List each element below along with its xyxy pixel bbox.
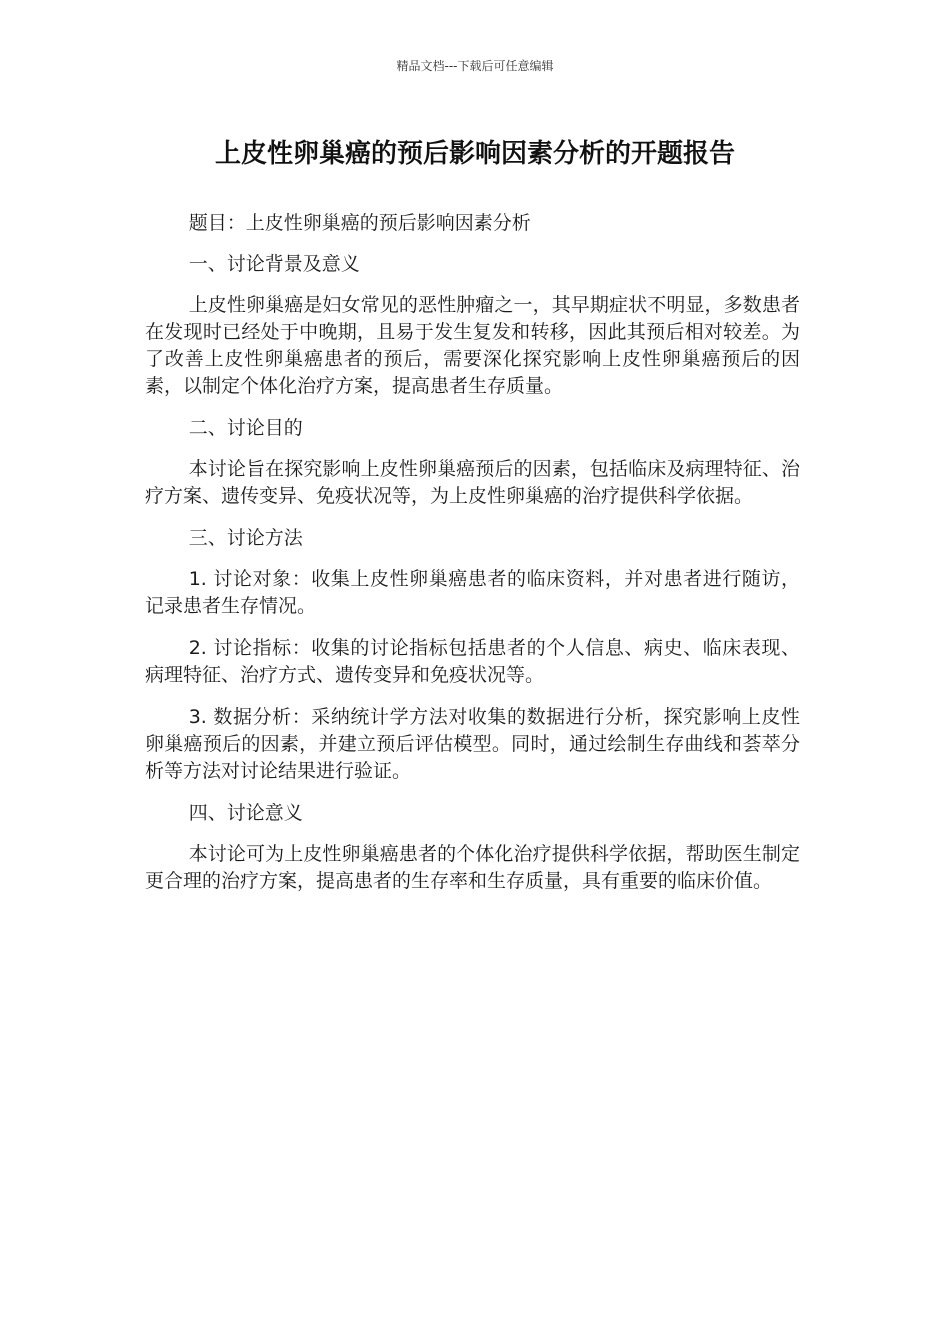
section-heading-significance: 四、讨论意义 xyxy=(188,802,303,824)
document-title: 上皮性卵巢癌的预后影响因素分析的开题报告 xyxy=(214,139,735,169)
document-body xyxy=(145,210,800,910)
section-heading-method: 三、讨论方法 xyxy=(188,527,303,549)
section-heading-background: 一、讨论背景及意义 xyxy=(188,253,360,275)
topic-line: 题目：上皮性卵巢癌的预后影响因素分析 xyxy=(188,212,531,234)
paragraph-background: 上皮性卵巢癌是妇女常见的恶性肿瘤之一，其早期症状不明显，多数患者在发现时已经处于中晚期，且易于发生复发和转移，因此其预后相对较差。为了改善上皮性卵巢癌患者的预后，需要深化探究影响上皮性卵巢癌预后的因素，以制定个体化治疗方案，提高患者生存质量。 xyxy=(145,294,800,397)
header-note: 精品文档---下载后可任意编辑 xyxy=(396,59,554,73)
section-heading-purpose: 二、讨论目的 xyxy=(188,417,303,439)
method-item-1: 1. 讨论对象：收集上皮性卵巢癌患者的临床资料，并对患者进行随访，记录患者生存情况。 xyxy=(145,568,800,617)
paragraph-significance: 本讨论可为上皮性卵巢癌患者的个体化治疗提供科学依据，帮助医生制定更合理的治疗方案，提高患者的生存率和生存质量，具有重要的临床价值。 xyxy=(145,843,800,892)
paragraph-purpose: 本讨论旨在探究影响上皮性卵巢癌预后的因素，包括临床及病理特征、治疗方案、遗传变异、免疫状况等，为上皮性卵巢癌的治疗提供科学依据。 xyxy=(145,458,800,507)
method-item-3: 3. 数据分析：采纳统计学方法对收集的数据进行分析，探究影响上皮性卵巢癌预后的因素，并建立预后评估模型。同时，通过绘制生存曲线和荟萃分析等方法对讨论结果进行验证。 xyxy=(145,706,800,782)
method-item-2: 2. 讨论指标：收集的讨论指标包括患者的个人信息、病史、临床表现、病理特征、治疗方式、遗传变异和免疫状况等。 xyxy=(145,637,800,686)
